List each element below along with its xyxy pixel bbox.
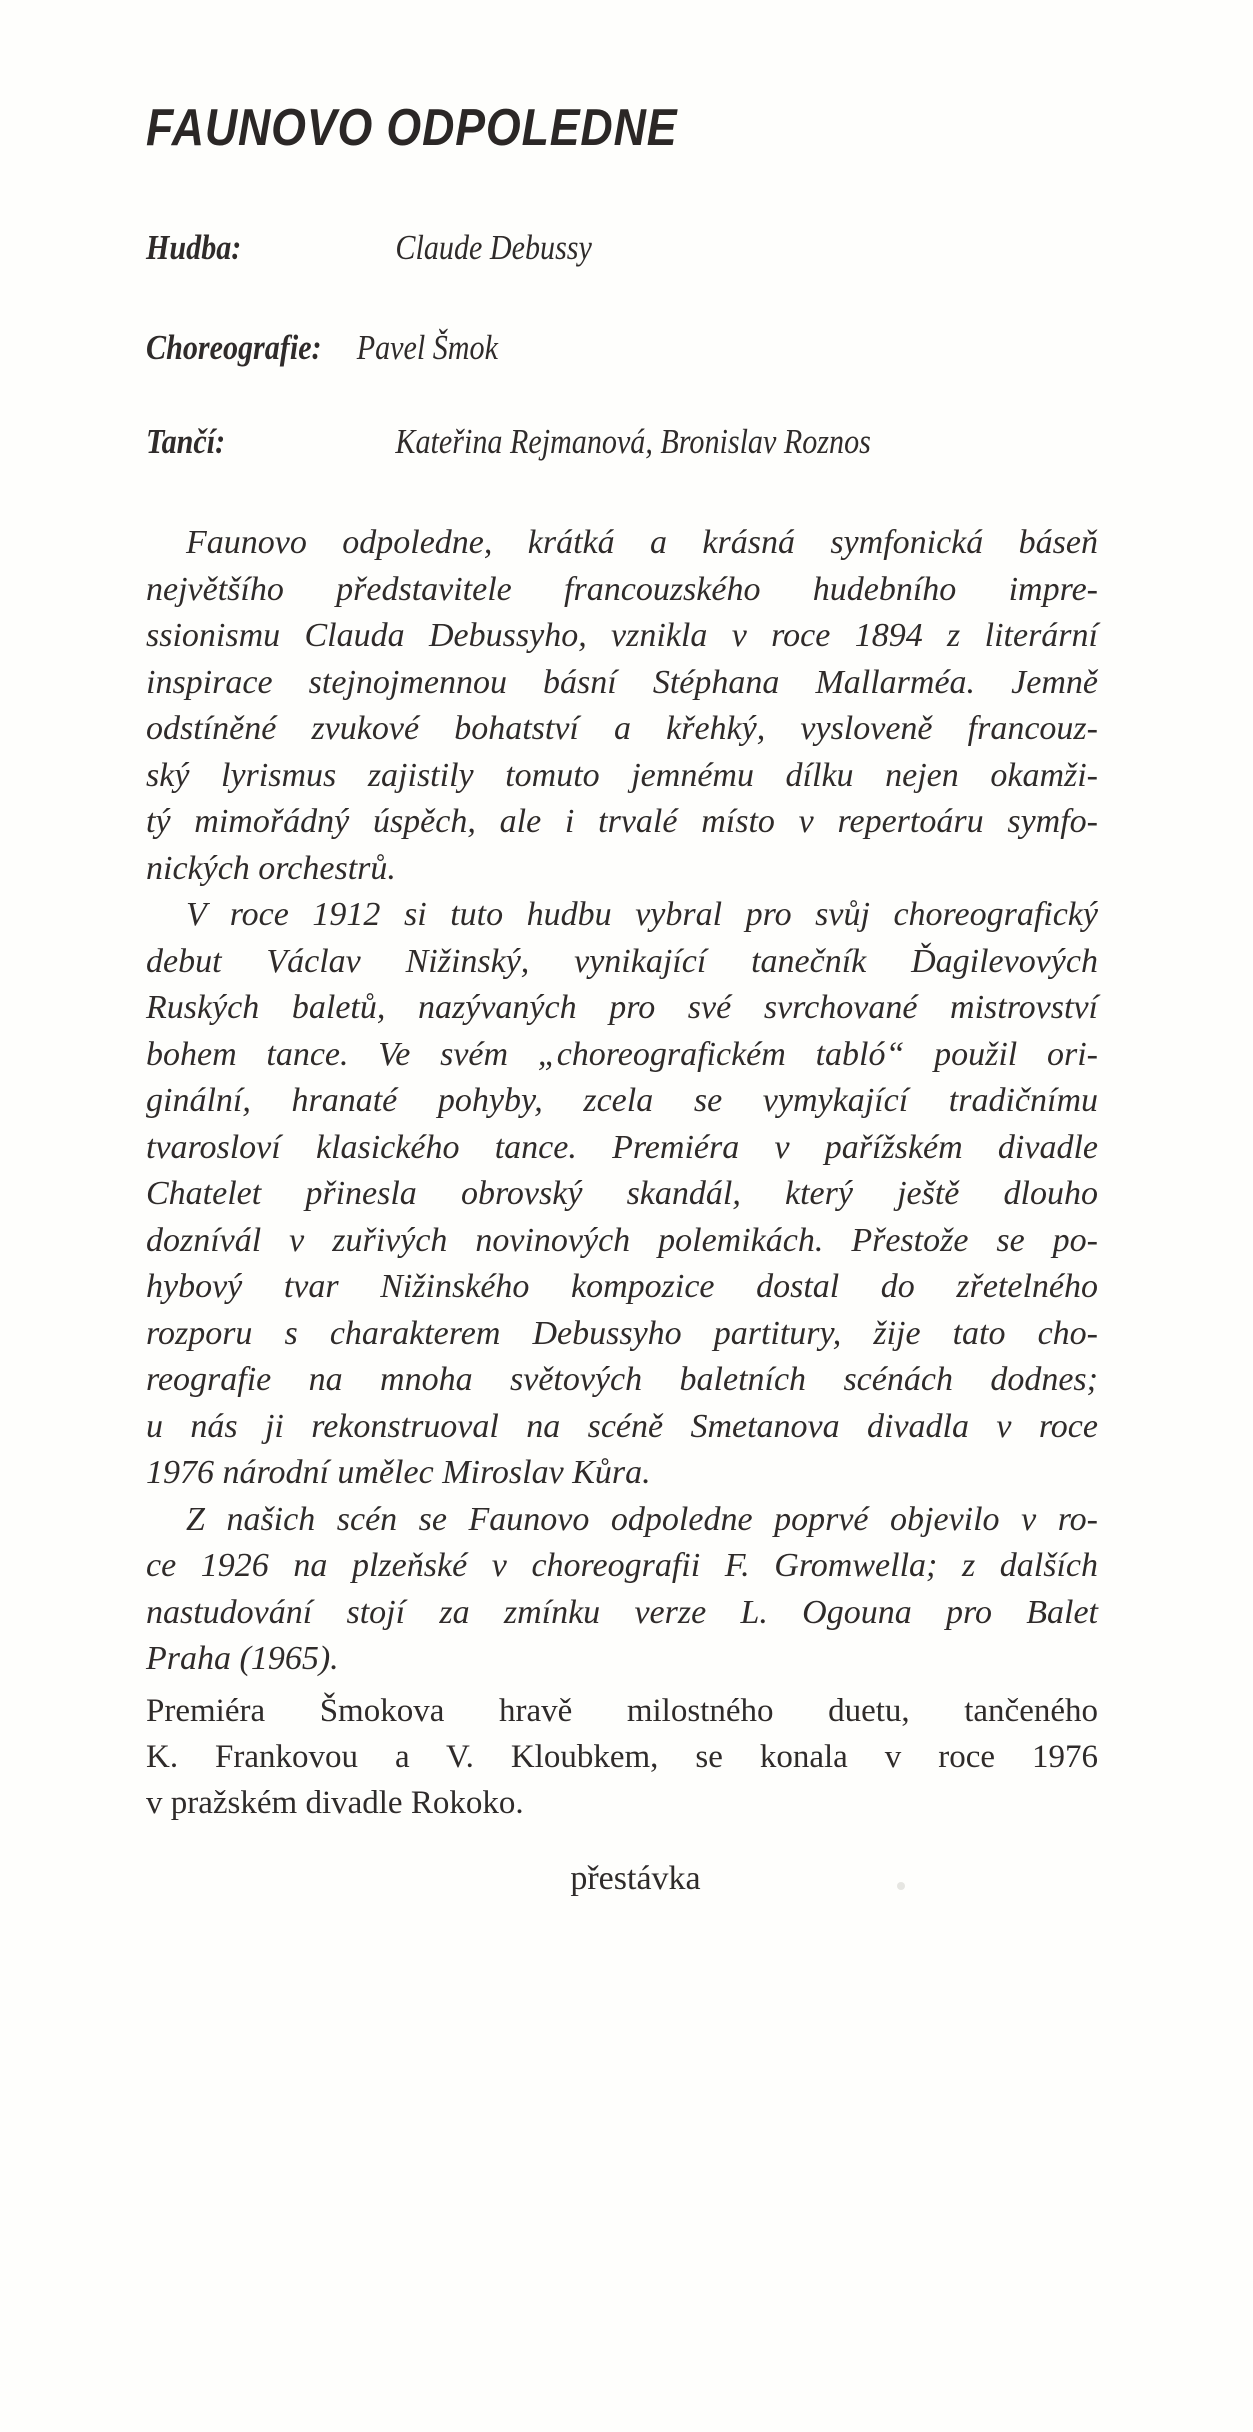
- credit-value: Pavel Šmok: [356, 328, 498, 367]
- text-line: Faunovo odpoledne, krátká a krásná symfonická báseň: [186, 524, 1098, 561]
- credit-music: [146, 228, 592, 268]
- credit-value: Kateřina Rejmanová, Bronislav Roznos: [395, 422, 871, 461]
- text-line: inspirace stejnojmennou básní Stéphana Mallarméa. Jemně: [146, 663, 1098, 701]
- text-line: K. Frankovou a V. Kloubkem, se konala v roce 1976: [146, 1739, 1098, 1775]
- paragraph: [146, 520, 1098, 892]
- intermission-label: [0, 1860, 1253, 1898]
- text-line: u nás ji rekonstruoval na scéně Smetanova divadla v roce: [146, 1407, 1098, 1445]
- text-line: ský lyrismus zajistily tomuto jemnému dílku nejen okamži-: [146, 756, 1098, 794]
- text-line: ssionismu Clauda Debussyho, vznikla v roce 1894 z literární: [146, 617, 1098, 654]
- text-line: tvarosloví klasického tance. Premiéra v pařížském divadle: [146, 1128, 1098, 1166]
- text-line: Praha (1965).: [146, 1640, 339, 1677]
- text-line: hybový tvar Nižinského kompozice dostal do zřetelného: [146, 1268, 1098, 1305]
- text-line: V roce 1912 si tuto hudbu vybral pro svůj choreografický: [186, 896, 1098, 933]
- text-line: Z našich scén se Faunovo odpoledne poprvé objevilo v ro-: [186, 1500, 1098, 1538]
- text-line: Premiéra Šmokova hravě milostného duetu, tančeného: [146, 1693, 1098, 1729]
- text-line: reografie na mnoha světových baletních scénách dodnes;: [146, 1361, 1098, 1398]
- text-line: debut Václav Nižinský, vynikající tanečník Ďagilevových: [146, 942, 1098, 980]
- paragraph: [146, 892, 1098, 1497]
- text-line: ginální, hranaté pohyby, zcela se vymykající tradičnímu: [146, 1082, 1098, 1119]
- credit-choreography: [146, 328, 498, 368]
- text-line: odstíněné zvukové bohatství a křehký, vysloveně francouz-: [146, 710, 1098, 747]
- paragraph: [146, 1497, 1098, 1683]
- credit-label: Tančí:: [146, 422, 226, 461]
- article-body: [146, 520, 1098, 1683]
- text-line: nastudování stojí za zmínku verze L. Ogouna pro Balet: [146, 1593, 1098, 1631]
- premiere-note: [146, 1688, 1098, 1826]
- intermission-text: přestávka: [570, 1860, 701, 1897]
- paper-speck: [897, 1882, 905, 1890]
- credit-label: Choreografie:: [146, 328, 322, 367]
- credit-value: Claude Debussy: [395, 228, 592, 267]
- text-line: největšího představitele francouzského hudebního impre-: [146, 570, 1098, 608]
- text-line: tý mimořádný úspěch, ale i trvalé místo v repertoáru symfo-: [146, 803, 1098, 840]
- credit-dancers: [146, 422, 871, 462]
- text-line: v pražském divadle Rokoko.: [146, 1785, 524, 1821]
- credit-label: Hudba:: [146, 228, 242, 267]
- text-line: Chatelet přinesla obrovský skandál, který ještě dlouho: [146, 1175, 1098, 1212]
- text-line: 1976 národní umělec Miroslav Kůra.: [146, 1454, 651, 1491]
- page-title: FAUNOVO ODPOLEDNE: [146, 99, 678, 157]
- text-line: doznívál v zuřivých novinových polemikách. Přestože se po-: [146, 1221, 1098, 1259]
- text-line: Ruských baletů, nazývaných pro své svrchované mistrovství: [146, 989, 1098, 1026]
- text-line: ce 1926 na plzeňské v choreografii F. Gromwella; z dalších: [146, 1547, 1098, 1584]
- text-line: rozporu s charakterem Debussyho partitury, žije tato cho-: [146, 1314, 1098, 1352]
- text-line: nických orchestrů.: [146, 849, 396, 887]
- text-line: bohem tance. Ve svém „choreografickém tabló“ použil ori-: [146, 1035, 1098, 1073]
